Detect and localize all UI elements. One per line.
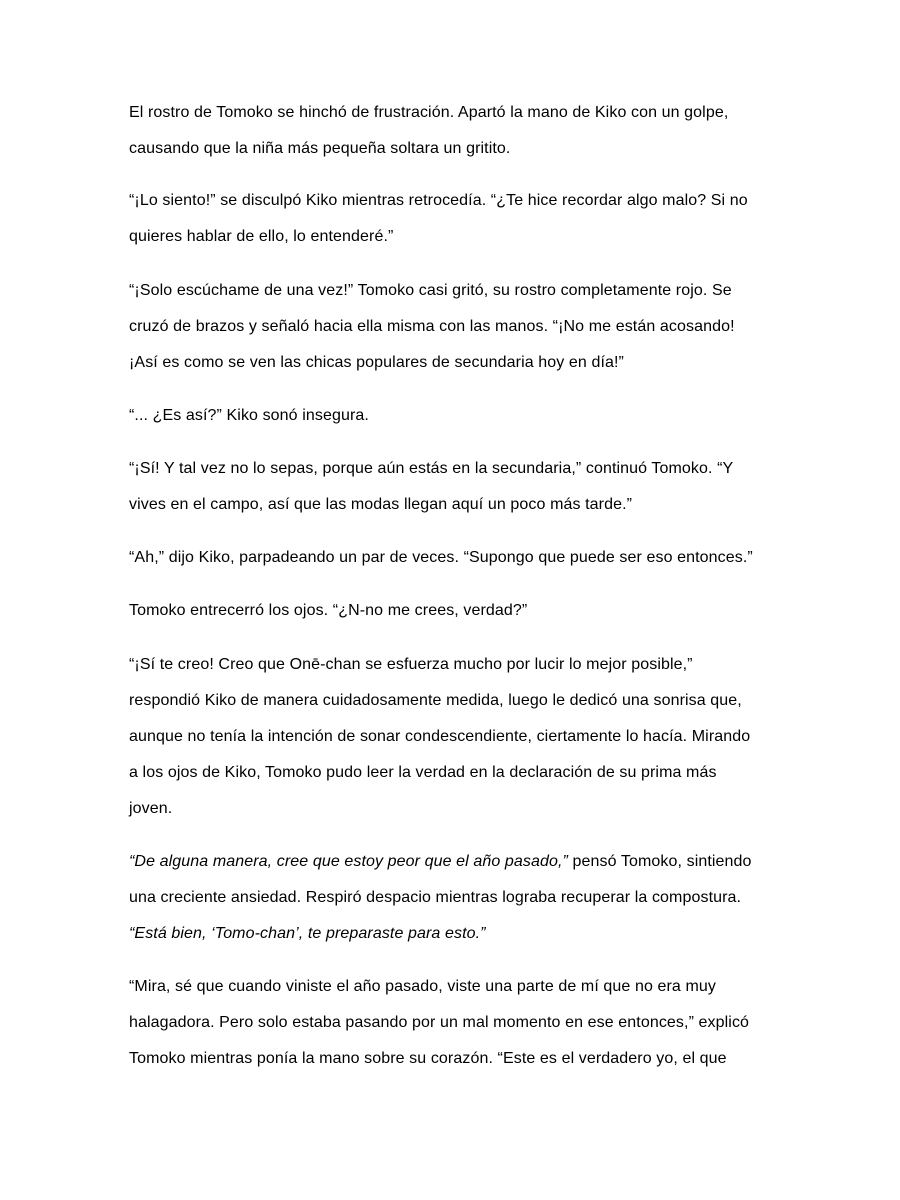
text-line: “¡Sí te creo! Creo que Onē-chan se esfuerza mucho por lucir lo mejor posible,” <box>129 656 693 673</box>
italic-thought: “De alguna manera, cree que estoy peor que el año pasado,” <box>129 853 568 870</box>
text-line: ¡Así es como se ven las chicas populares de secundaria hoy en día!” <box>129 354 624 371</box>
text-column <box>129 95 774 1077</box>
paragraph-9 <box>129 844 774 952</box>
text-line: halagadora. Pero solo estaba pasando por un mal momento en ese entonces,” explicó <box>129 1014 750 1031</box>
paragraph-3 <box>129 273 774 381</box>
text-line: “¡Solo escúchame de una vez!” Tomoko casi gritó, su rostro completamente rojo. Se <box>129 282 732 299</box>
text-line: a los ojos de Kiko, Tomoko pudo leer la verdad en la declaración de su prima más <box>129 764 717 781</box>
text-line: vives en el campo, así que las modas llegan aquí un poco más tarde.” <box>129 496 633 513</box>
text-line: Tomoko entrecerró los ojos. “¿N-no me crees, verdad?” <box>129 602 528 619</box>
text-line: “... ¿Es así?” Kiko sonó insegura. <box>129 407 369 424</box>
italic-thought: “Está bien, ‘Tomo-chan’, te preparaste para esto.” <box>129 925 486 942</box>
text-line: joven. <box>129 800 173 817</box>
text-line: quieres hablar de ello, lo entenderé.” <box>129 228 394 245</box>
text-line: respondió Kiko de manera cuidadosamente medida, luego le dedicó una sonrisa que, <box>129 692 742 709</box>
text-line: cruzó de brazos y señaló hacia ella misma con las manos. “¡No me están acosando! <box>129 318 735 335</box>
text-line: “¡Sí! Y tal vez no lo sepas, porque aún estás en la secundaria,” continuó Tomoko. “Y <box>129 460 734 477</box>
text-line: “Mira, sé que cuando viniste el año pasado, viste una parte de mí que no era muy <box>129 978 717 995</box>
text-line: El rostro de Tomoko se hinchó de frustración. Apartó la mano de Kiko con un golpe, <box>129 104 729 121</box>
text-line: “Ah,” dijo Kiko, parpadeando un par de veces. “Supongo que puede ser eso entonces.” <box>129 549 753 566</box>
text-line: causando que la niña más pequeña soltara un gritito. <box>129 140 511 157</box>
text-line: “¡Lo siento!” se disculpó Kiko mientras retrocedía. “¿Te hice recordar algo malo? Si no <box>129 192 748 209</box>
text-line: una creciente ansiedad. Respiró despacio mientras lograba recuperar la compostura. <box>129 889 742 906</box>
text-line: Tomoko mientras ponía la mano sobre su corazón. “Este es el verdadero yo, el que <box>129 1050 727 1067</box>
text-run: pensó Tomoko, sintiendo <box>567 853 752 870</box>
paragraph-4 <box>129 398 774 434</box>
paragraph-6 <box>129 540 774 576</box>
paragraph-8 <box>129 647 774 827</box>
paragraph-1 <box>129 95 774 167</box>
paragraph-5 <box>129 451 774 523</box>
text-line: aunque no tenía la intención de sonar condescendiente, ciertamente lo hacía. Mirando <box>129 728 751 745</box>
text-line <box>129 844 774 880</box>
paragraph-2 <box>129 183 774 255</box>
paragraph-10 <box>129 969 774 1077</box>
paragraph-7 <box>129 593 774 629</box>
